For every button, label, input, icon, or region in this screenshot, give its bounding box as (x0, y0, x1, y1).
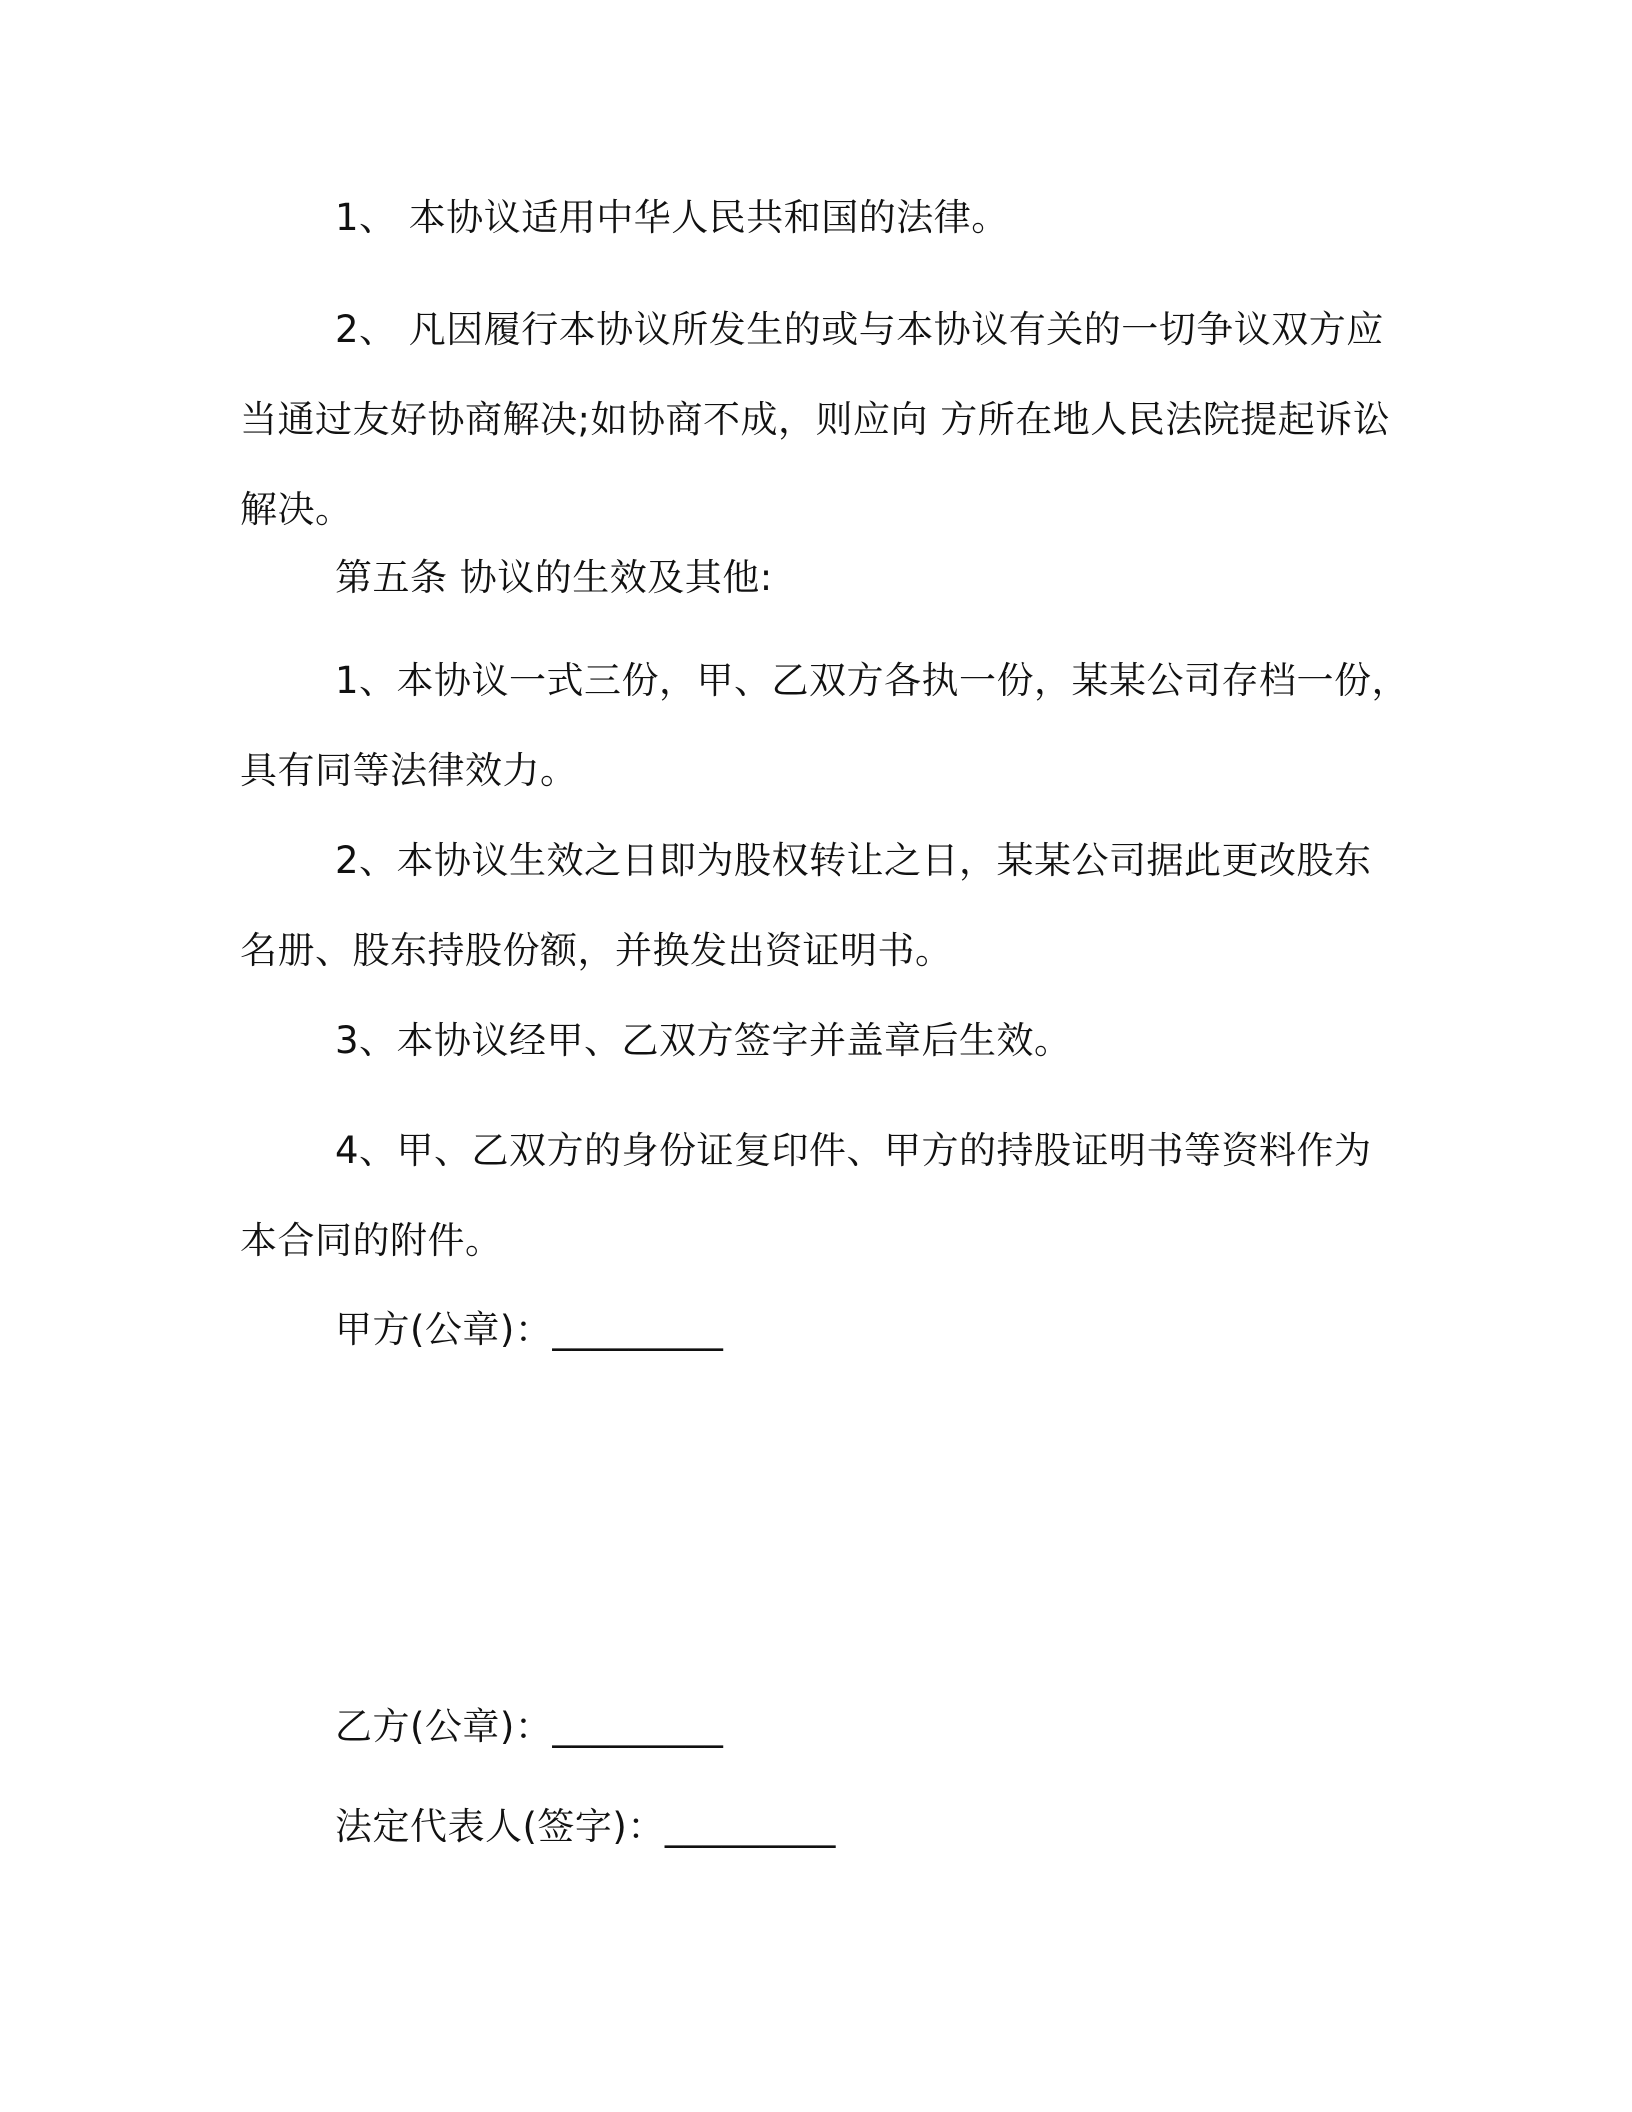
article-5-item-3-text: 3、本协议经甲、乙双方签字并盖章后生效。 (335, 1019, 1072, 1062)
article-5-item-2 (240, 816, 1380, 996)
legal-representative-signature-line: 法定代表人(签字)：_________ (335, 1805, 836, 1848)
article-5-item-1-line-2: 具有同等法律效力。 (240, 749, 578, 792)
clause-2-line-1: 2、 凡因履行本协议所发生的或与本协议有关的一切争议双方应 (335, 308, 1384, 351)
party-a-seal-line: 甲方(公章)：_________ (335, 1308, 724, 1351)
article-5-item-4 (240, 1106, 1380, 1286)
article-5-item-1 (240, 636, 1410, 816)
clause-2-line-2: 当通过友好协商解决;如协商不成，则应向 方所在地人民法院提起诉讼 (240, 398, 1391, 441)
article-5-item-4-line-1: 4、甲、乙双方的身份证复印件、甲方的持股证明书等资料作为 (335, 1129, 1372, 1172)
article-5-item-3 (240, 996, 1380, 1086)
article-5-heading (240, 533, 1380, 623)
clause-1-text: 1、 本协议适用中华人民共和国的法律。 (335, 196, 1009, 239)
article-5-item-4-line-2: 本合同的附件。 (240, 1219, 503, 1262)
clause-2 (240, 285, 1391, 555)
article-5-item-1-line-1: 1、本协议一式三份，甲、乙双方各执一份，某某公司存档一份， (335, 659, 1410, 702)
party-b-seal-line: 乙方(公章)：_________ (335, 1705, 724, 1748)
article-5-item-2-line-1: 2、本协议生效之日即为股权转让之日，某某公司据此更改股东 (335, 839, 1372, 882)
article-5-item-2-line-2: 名册、股东持股份额，并换发出资证明书。 (240, 929, 953, 972)
clause-1 (240, 173, 1380, 263)
article-5-heading-text: 第五条 协议的生效及其他: (335, 556, 773, 599)
clause-2-line-3: 解决。 (240, 488, 353, 531)
